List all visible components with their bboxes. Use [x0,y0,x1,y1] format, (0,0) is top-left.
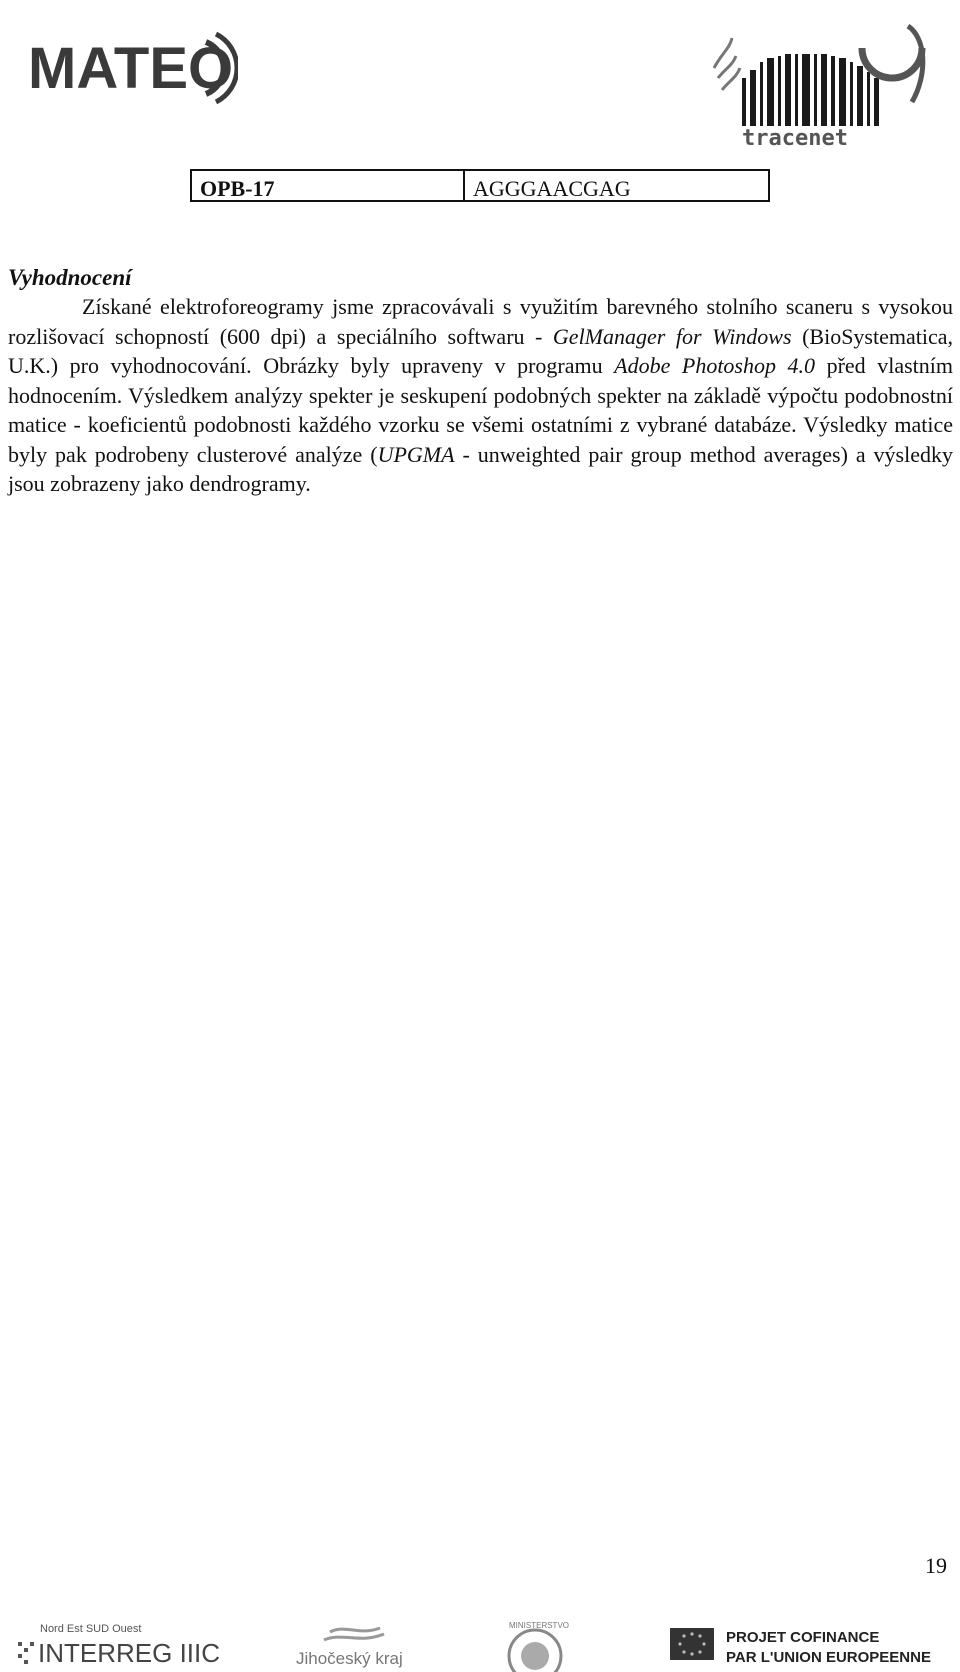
paragraph-part-2: (BioSystematica, U.K.) pro vyhodnocování. Obrázky byly upraveny v programu [8,323,953,378]
eu-line-2: PAR L'UNION EUROPEENNE [726,1649,931,1666]
interreg-logo [14,1620,234,1666]
interreg-top-text: Nord Est SUD Ouest [40,1623,142,1635]
primer-code-cell: OPB-17 [192,171,465,200]
eu-line-1: PROJET COFINANCE [726,1629,880,1646]
ministry-seal-logo [495,1616,575,1672]
jihocesky-kraj-logo [290,1622,420,1668]
interreg-main-text: INTERREG IIIC [38,1638,221,1666]
primer-sequence-cell: AGGGAACGAG [473,176,631,201]
tracenet-logo-text: tracenet [742,126,848,148]
method-name: UPGMA [377,441,455,467]
software-name: GelManager for Windows [552,323,792,349]
ministry-seal-text: MINISTERSTVO [509,1621,570,1630]
jihocesky-kraj-text: Jihočeský kraj [296,1649,403,1668]
mateo-logo-text: MATEO [28,36,234,101]
body-paragraph [8,292,953,499]
mateo-logo [28,28,238,108]
paragraph-part-4: - unweighted pair group method averages) a výsledky jsou zobrazeny jako dendrogramy. [8,441,953,496]
tracenet-barcode-logo [712,18,942,148]
paragraph-part-1: Získané elektroforeogramy jsme zpracovávali s využitím barevného stolního scaneru s vysokou rozlišovací schopností (600 dpi) a speciálního softwaru - [8,294,953,349]
footer [0,1610,960,1669]
program-name: Adobe Photoshop 4.0 [614,353,816,378]
page-number: 19 [925,1553,947,1578]
section-heading: Vyhodnocení [8,265,132,290]
primer-table-row [190,169,770,202]
eu-cofinance-logo [670,1624,960,1669]
paragraph-part-3: před vlastním hodnocením. Výsledkem analýzy spekter je seskupení podobných spekter na základě výpočtu podobnostní matice - koeficientů podobnosti každého vzorku se všemi ostatními z vybrané databáze. Výsledky matice byly pak podrobeny clusterové analýze ( [8,353,953,467]
